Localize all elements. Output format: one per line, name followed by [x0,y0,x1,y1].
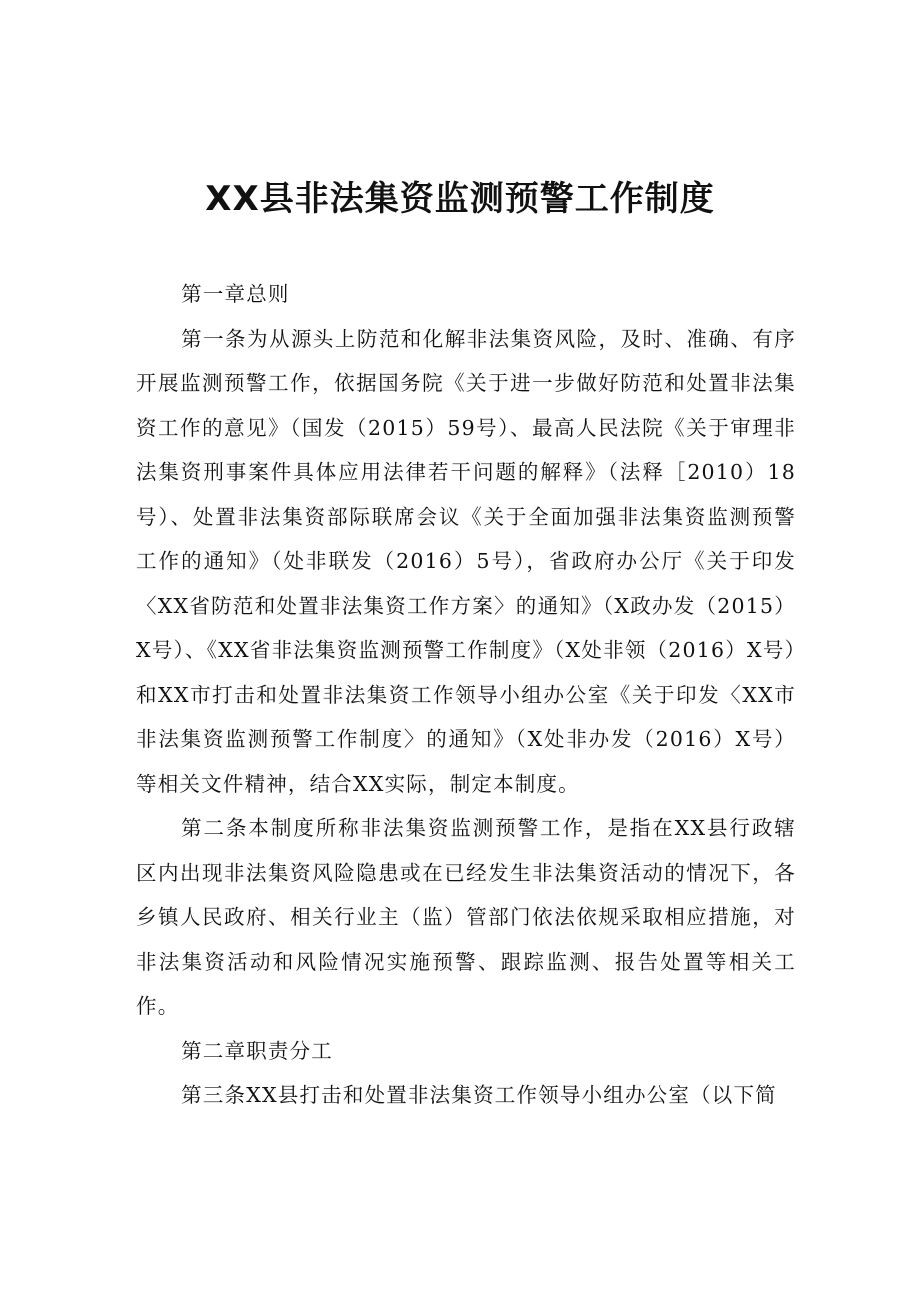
article-2-paragraph: 第二条本制度所称非法集资监测预警工作，是指在XX县行政辖区内出现非法集资风险隐患或在已经发生非法集资活动的情况下，各乡镇人民政府、相关行业主（监）管部门依法依规采取相应措施，对非法集资活动和风险情况实施预警、跟踪监测、报告处置等相关工作。 [136,816,796,1018]
article-1-paragraph: 第一条为从源头上防范和化解非法集资风险，及时、准确、有序开展监测预警工作，依据国务院《关于进一步做好防范和处置非法集资工作的意见》（国发（2015）59号）、最高人民法院《关于审理非法集资刑事案件具体应用法律若干问题的解释》（法释［2010）18号）、处置非法集资部际联席会议《关于全面加强非法集资监测预警工作的通知》（处非联发（2016）5号），省政府办公厅《关于印发〈XX省防范和处置非法集资工作方案〉的通知》（X政办发（2015）X号）、《XX省非法集资监测预警工作制度》（X处非领（2016）X号）和XX市打击和处置非法集资工作领导小组办公室《关于印发〈XX市非法集资监测预警工作制度〉的通知》（X处非办发（2016）X号）等相关文件精神，结合XX实际，制定本制度。 [136,326,796,796]
document-title: XX县非法集资监测预警工作制度 [205,179,715,219]
article-3-paragraph: 第三条XX县打击和处置非法集资工作领导小组办公室（以下简 [181,1083,777,1107]
document-body [136,272,796,1118]
chapter-heading-2: 第二章职责分工 [181,1038,333,1063]
chapter-heading-1: 第一章总则 [181,282,290,306]
